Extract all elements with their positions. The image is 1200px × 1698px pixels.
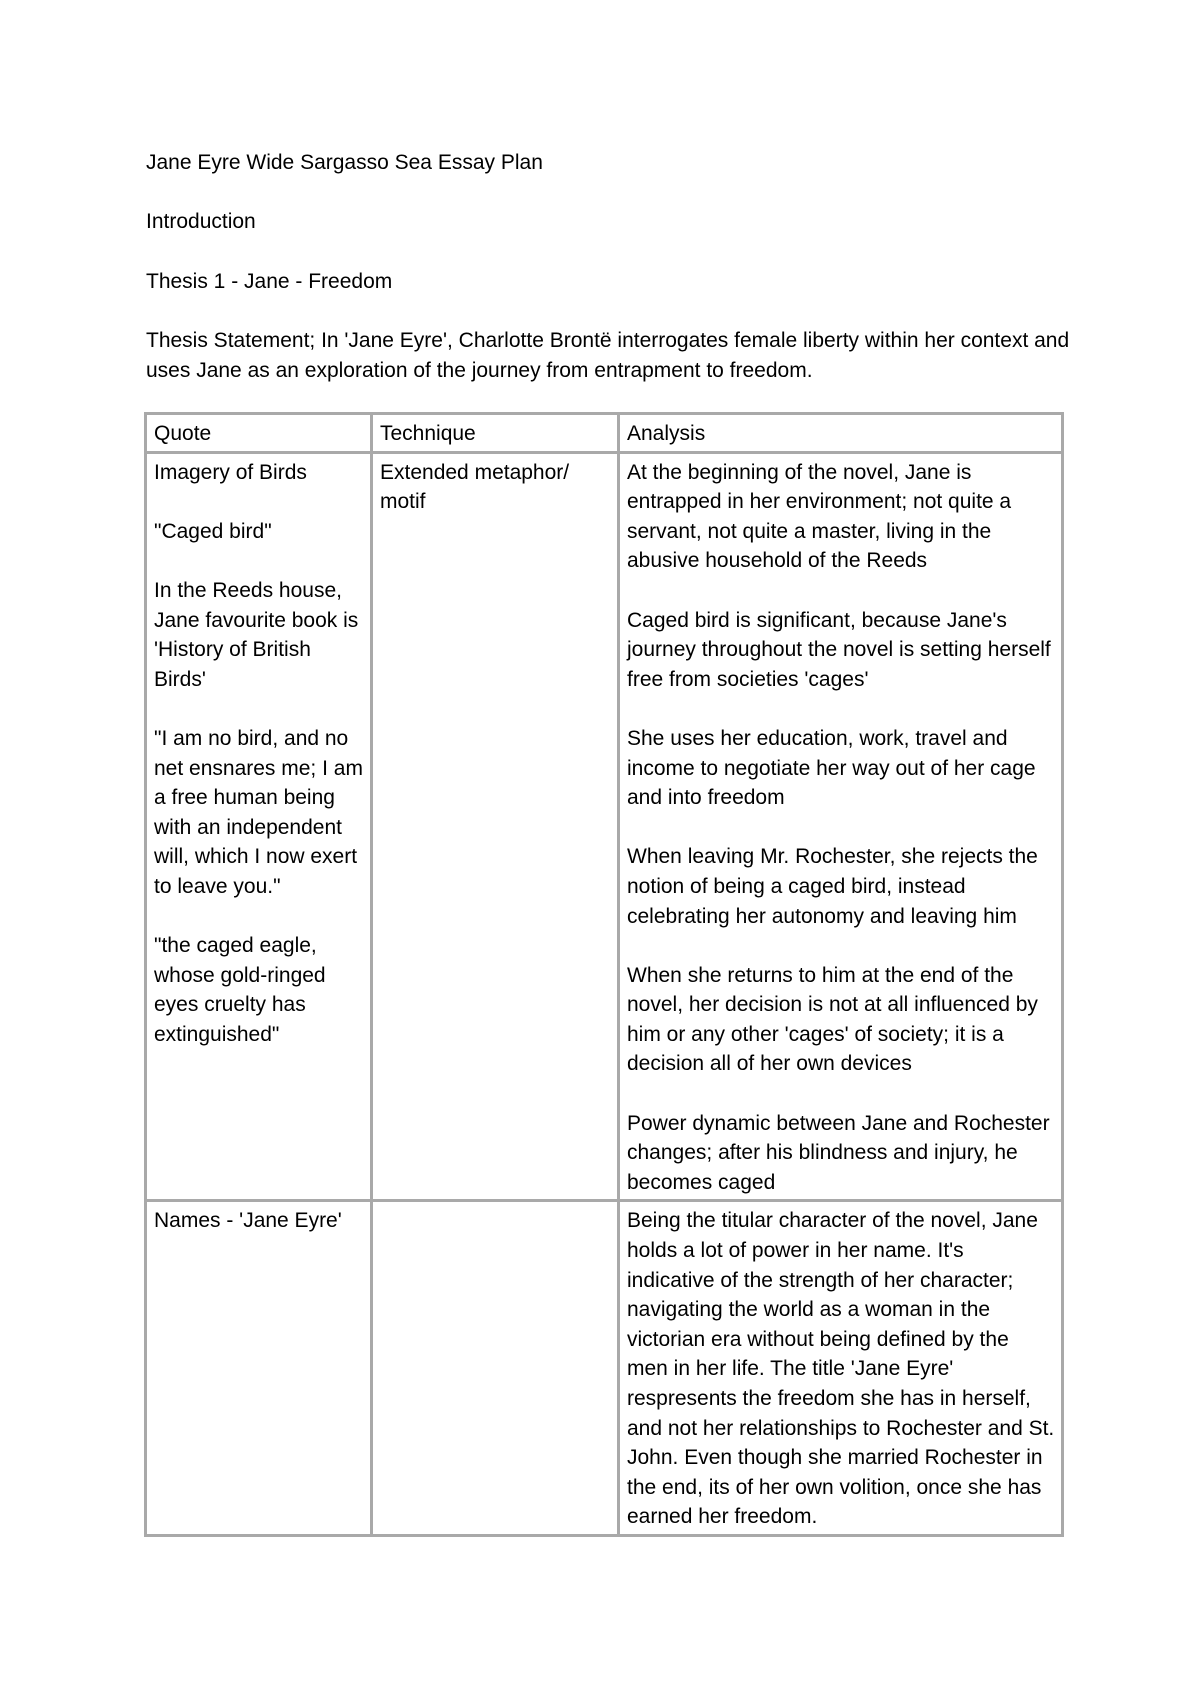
analysis-text: She uses her education, work, travel and income to negotiate her way out of her cage and into freedom (627, 726, 1036, 810)
quote-text: "I am no bird, and no net ensnares me; I am a free human being with an independent will, which I now exert to leave you." (154, 726, 363, 898)
technique-cell (372, 1201, 619, 1536)
analysis-text: Caged bird is significant, because Jane's journey throughout the novel is setting herself free from societies 'cages' (627, 608, 1051, 691)
quote-text: Names - 'Jane Eyre' (154, 1209, 342, 1233)
technique-text: Extended metaphor/ motif (380, 460, 570, 514)
quote-text: Imagery of Birds (154, 460, 307, 484)
analysis-cell (619, 1201, 1063, 1536)
analysis-text: Being the titular character of the novel, Jane holds a lot of power in her name. It's indicative of the strength of her character; navigating the world as a woman in the victorian era without being defined by the men in her life. The title 'Jane Eyre' respresents the freedom she has in herself, and not her relationships to Rochester and St. John. Even though she married Rochester in the end, its of her own volition, once she has earned her freedom. (627, 1209, 1055, 1529)
table-row (146, 1201, 1063, 1536)
essay-plan-table (144, 412, 1064, 1537)
document-title: Jane Eyre Wide Sargasso Sea Essay Plan (146, 151, 543, 174)
analysis-text: At the beginning of the novel, Jane is entrapped in her environment; not quite a servant, not quite a master, living in the abusive household of the Reeds (627, 460, 1012, 573)
thesis-statement: Thesis Statement; In 'Jane Eyre', Charlotte Brontë interrogates female liberty within her context and uses Jane as an exploration of the journey from entrapment to freedom. (146, 329, 1070, 382)
analysis-cell (619, 452, 1063, 1201)
analysis-text: When she returns to him at the end of the novel, her decision is not at all influenced by him or any other 'cages' of society; it is a decision all of her own devices (627, 963, 1038, 1076)
quote-text: "Caged bird" (154, 519, 272, 543)
analysis-text: Power dynamic between Jane and Rochester changes; after his blindness and injury, he becomes caged (627, 1111, 1050, 1194)
quote-cell (146, 1201, 372, 1536)
analysis-text: When leaving Mr. Rochester, she rejects the notion of being a caged bird, instead celebrating her autonomy and leaving him (627, 845, 1038, 928)
table-header-row (146, 414, 1063, 453)
technique-cell (372, 452, 619, 1201)
header-quote: Quote (146, 414, 372, 453)
header-technique: Technique (372, 414, 619, 453)
thesis-heading: Thesis 1 - Jane - Freedom (146, 270, 393, 293)
table-row (146, 452, 1063, 1201)
introduction-heading: Introduction (146, 210, 256, 233)
quote-cell (146, 452, 372, 1201)
header-analysis: Analysis (619, 414, 1063, 453)
quote-text: In the Reeds house, Jane favourite book is 'History of British Birds' (154, 578, 359, 691)
quote-text: "the caged eagle, whose gold-ringed eyes cruelty has extinguished" (154, 934, 326, 1046)
